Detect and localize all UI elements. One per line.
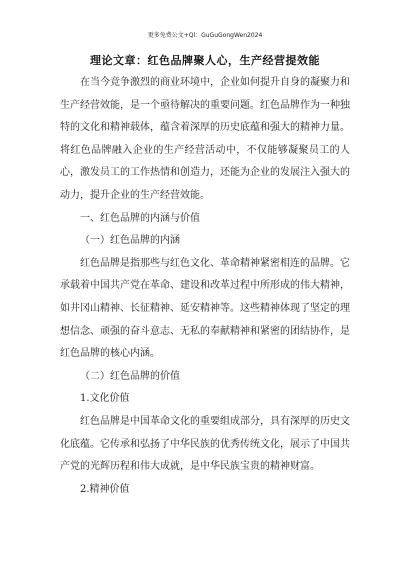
subsection-heading-2: （二）红色品牌的价值 [80, 370, 180, 382]
paragraph-1: 红色品牌是指那些与红色文化、革命精神紧密相连的品牌。它承载着中国共产党在革命、建设和改革过程中所形成的伟大精神，如井冈山精神、长征精神、延安精神等。这些精神体现了坚定的理想信念、顽强的奋斗意志、无私的奉献精神和紧密的团结协作，是红色品牌的核心内涵。 [60, 257, 350, 360]
document-body [60, 72, 350, 501]
list-item-2: 2.精神价值 [80, 483, 130, 495]
section-heading-1: 一、红色品牌的内涵与价值 [80, 212, 200, 224]
intro-paragraph: 在当今竞争激烈的商业环境中，企业如何提升自身的凝聚力和生产经营效能，是一个亟待解决的重要问题。红色品牌作为一种独特的文化和精神载体，蕴含着深厚的历史底蕴和强大的精神力量。将红色品牌融入企业的生产经营活动中，不仅能够凝聚员工的人心，激发员工的工作热情和创造力，还能为企业的发展注入强大的动力，提升企业的生产经营效能。 [60, 77, 350, 201]
list-item-1: 1.文化价值 [80, 393, 130, 405]
document-title: 理论文章：红色品牌聚人心，生产经营提效能 [90, 54, 320, 67]
header-note: 更多免费公文+Ql：GuGuGongWen2024 [147, 32, 263, 39]
subsection-heading-1: （一）红色品牌的内涵 [80, 235, 180, 247]
paragraph-2: 红色品牌是中国革命文化的重要组成部分，具有深厚的历史文化底蕴。它传承和弘扬了中华民族的优秀传统文化，展示了中国共产党的光辉历程和伟大成就，是中华民族宝贵的精神财富。 [60, 415, 350, 473]
